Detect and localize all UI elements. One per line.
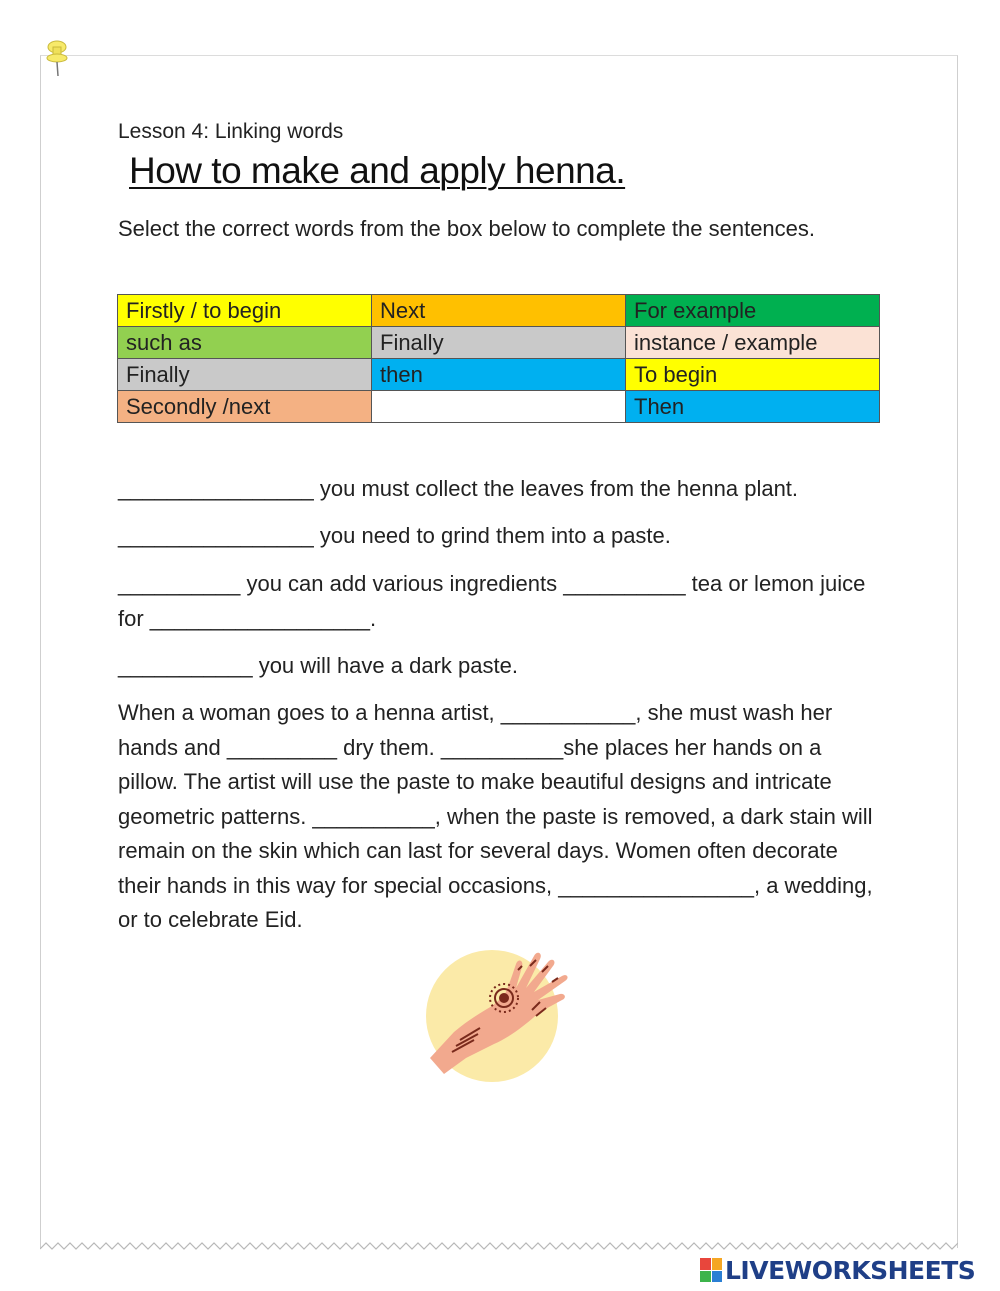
sentence-2: ________________ you need to grind them into a paste. bbox=[118, 523, 671, 548]
word-box-row bbox=[118, 391, 880, 423]
word-box-cell: For example bbox=[626, 295, 880, 327]
sentence-1: ________________ you must collect the leaves from the henna plant. bbox=[118, 476, 799, 501]
word-box-cell bbox=[372, 391, 626, 423]
word-box-cell: Finally bbox=[372, 327, 626, 359]
page-title: How to make and apply henna. bbox=[129, 150, 626, 191]
torn-page-edge bbox=[40, 1240, 958, 1254]
word-box-cell: Finally bbox=[118, 359, 372, 391]
word-box-cell: Next bbox=[372, 295, 626, 327]
lesson-label: Lesson 4: Linking words bbox=[118, 120, 344, 143]
word-box-cell: instance / example bbox=[626, 327, 880, 359]
liveworksheets-logo-icon bbox=[700, 1258, 722, 1282]
sentence-4: ___________ you will have a dark paste. bbox=[118, 653, 518, 678]
liveworksheets-brand bbox=[700, 1256, 975, 1284]
word-box-table bbox=[117, 294, 880, 423]
word-box-cell: such as bbox=[118, 327, 372, 359]
word-box-row bbox=[118, 359, 880, 391]
word-box-cell: then bbox=[372, 359, 626, 391]
word-box-cell: Secondly /next bbox=[118, 391, 372, 423]
word-box-cell: To begin bbox=[626, 359, 880, 391]
word-box-row bbox=[118, 295, 880, 327]
pushpin-icon bbox=[44, 38, 72, 80]
brand-name: LIVEWORKSHEETS bbox=[725, 1255, 976, 1285]
henna-paragraph: When a woman goes to a henna artist, ___________, she must wash her hands and _________ dry them. __________she places her hands on a pillow. The artist will use the paste to make beautiful designs and intricate geometric patterns. __________, when the paste is removed, a dark stain will remain on the skin which can last for several days. Women often decorate their hands in this way for special occasions, ________________, a wedding, or to celebrate Eid. bbox=[118, 700, 873, 932]
instructions-text: Select the correct words from the box below to complete the sentences. bbox=[118, 216, 816, 241]
word-box-cell: Then bbox=[626, 391, 880, 423]
word-box-cell: Firstly / to begin bbox=[118, 295, 372, 327]
sentence-3: __________ you can add various ingredients __________ tea or lemon juice for __________________. bbox=[118, 571, 866, 631]
henna-hand-illustration bbox=[422, 940, 582, 1085]
word-box-row bbox=[118, 327, 880, 359]
